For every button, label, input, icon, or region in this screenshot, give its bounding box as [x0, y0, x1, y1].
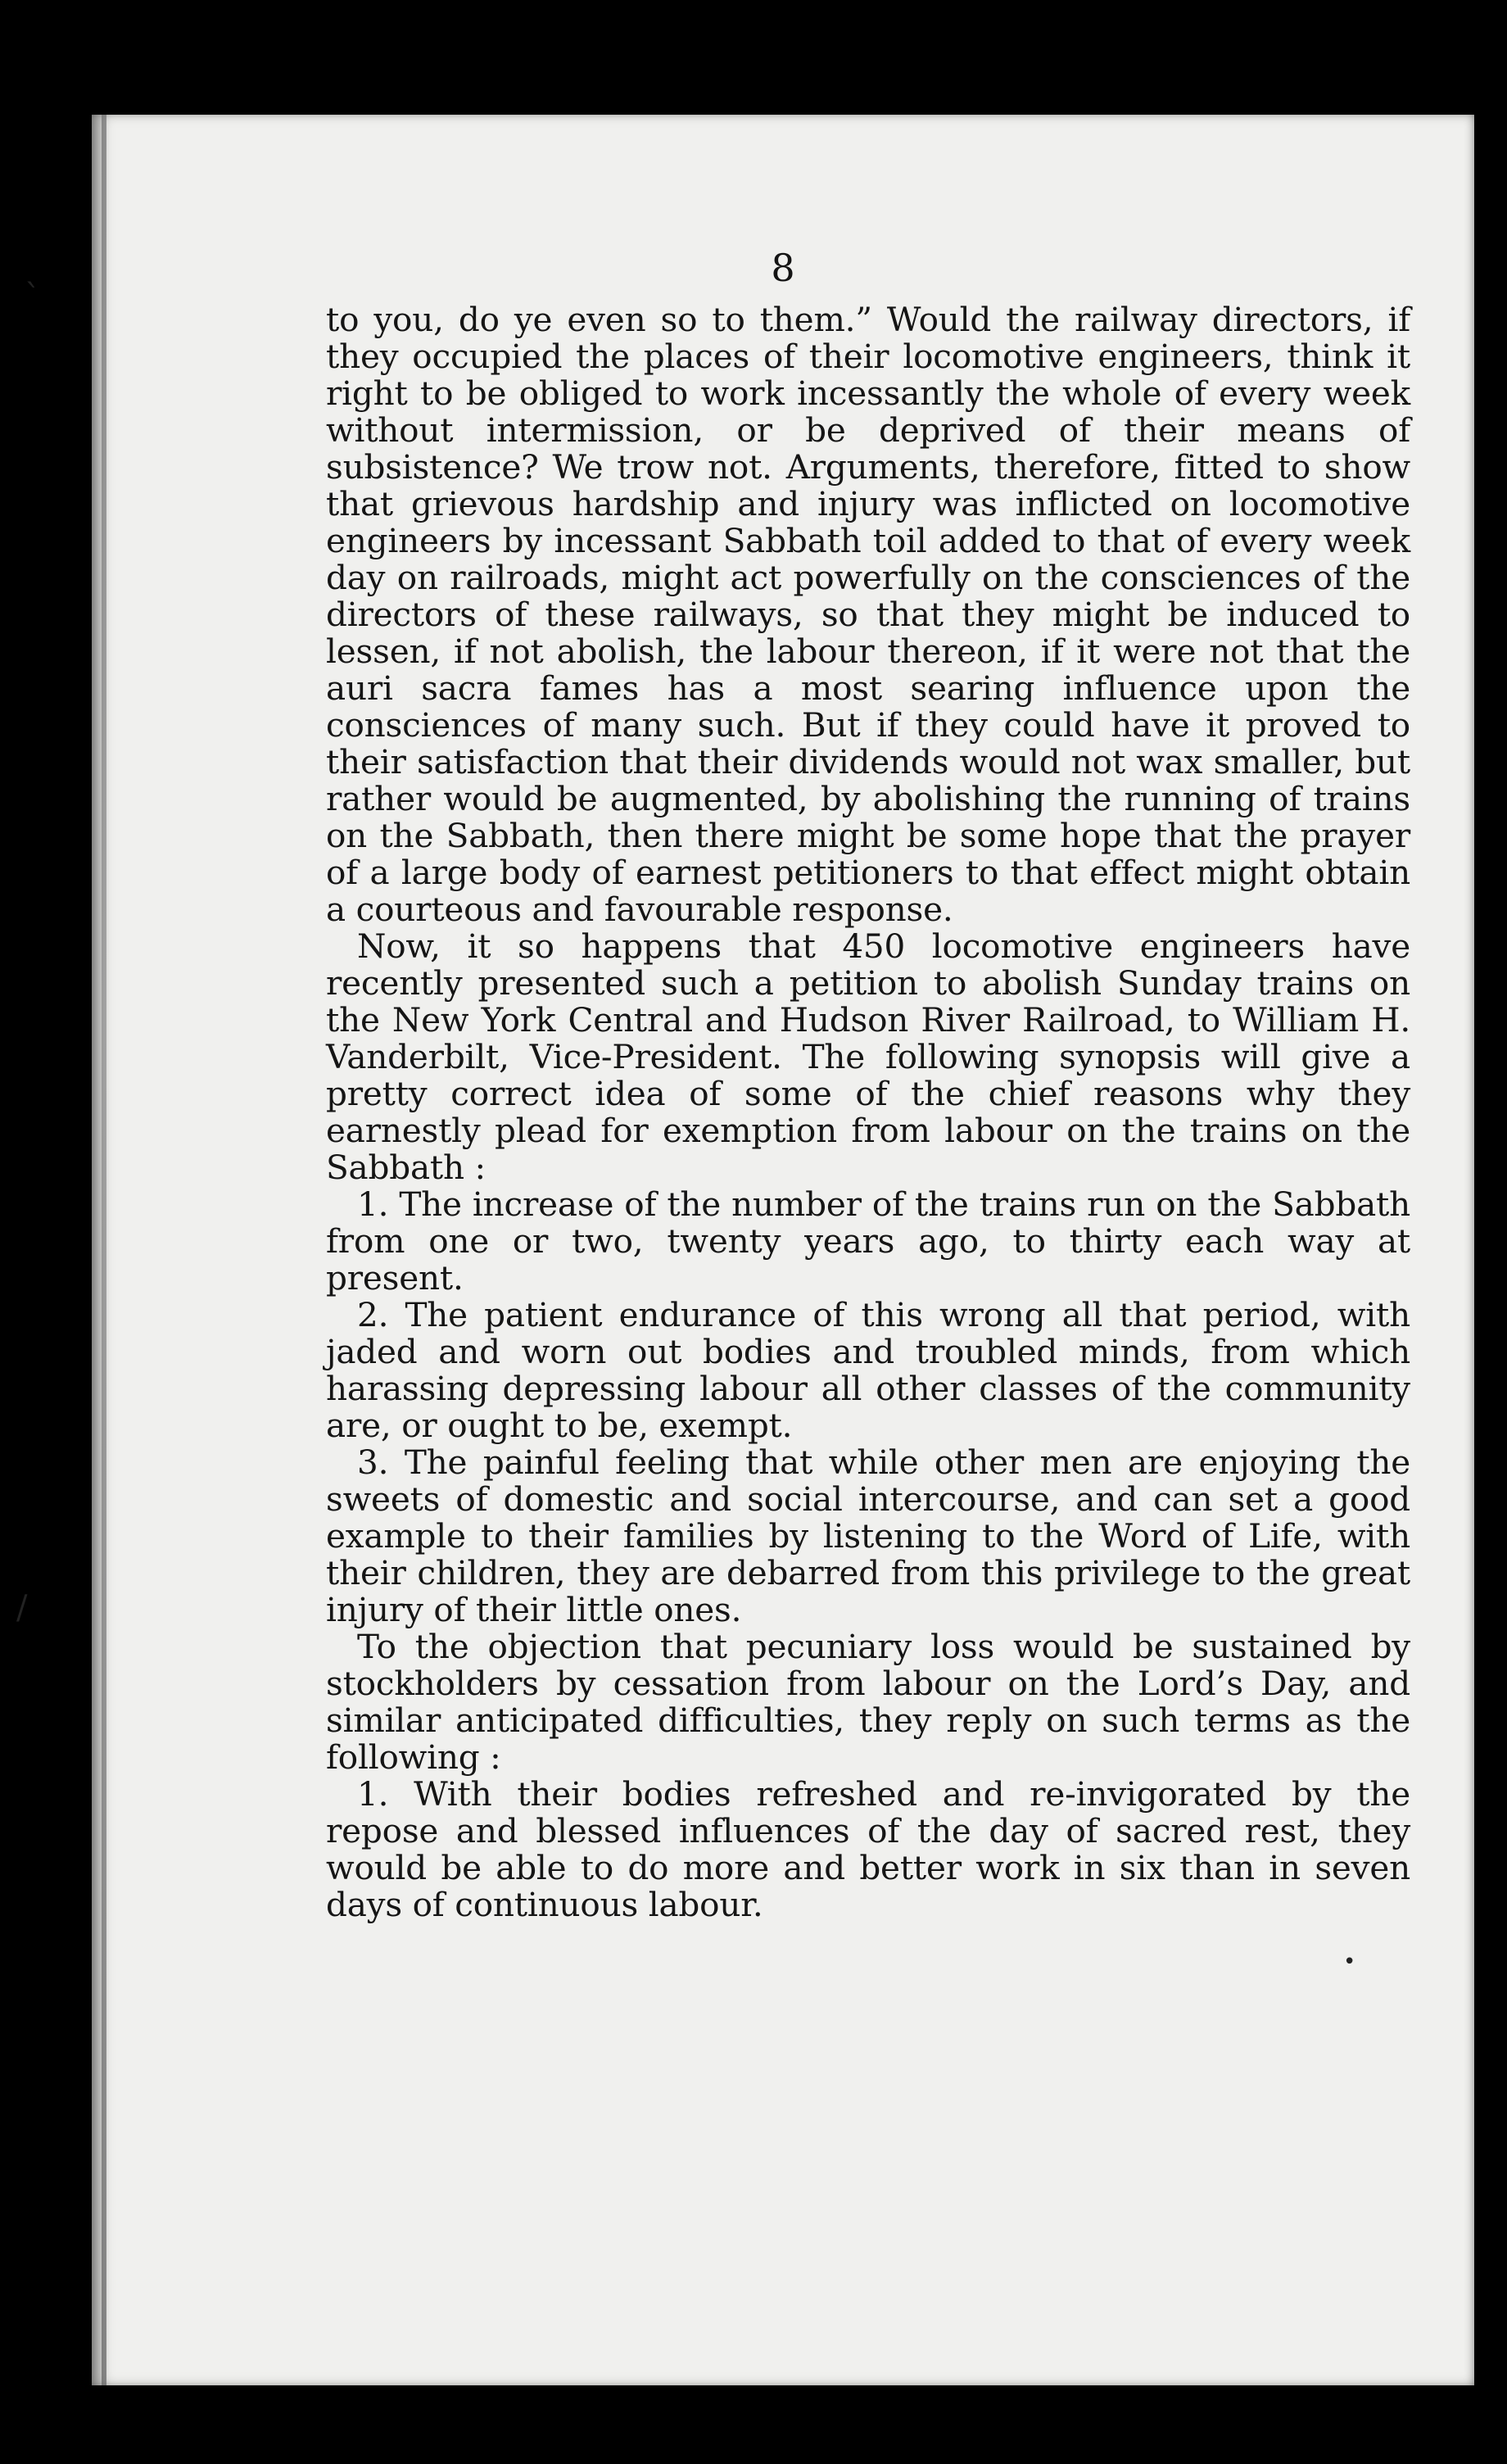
- scan-speck: /: [16, 1589, 28, 1627]
- scan-speck: `: [25, 279, 41, 316]
- scan-speck: •: [1343, 1950, 1356, 1974]
- list-item-1: 1. The increase of the number of the trains run on the Sabbath from one or two, twenty years ago, to thirty each way at present.: [326, 1184, 1410, 1298]
- paragraph-1: to you, do ye even so to them.” Would the railway directors, if they occupied the places of their locomotive engineers, think it right to be obliged to work incessantly the whole of every week without intermission, or be deprived of their means of subsistence? We trow not. Arguments, therefore, fitted to show that grievous hardship and injury was inflicted on locomotive engineers by incessant Sabbath toil added to that of every week day on railroads, might act powerfully on the consciences of the directors of these railways, so that they might be induced to lessen, if not abolish, the labour thereon, if it were not that the auri sacra fames has a most searing influence upon the consciences of many such. But if they could have it proved to their satisfaction that their dividends would not wax smaller, but rather would be augmented, by abolishing the running of trains on the Sabbath, then there might be some hope that the prayer of a large body of earnest petitioners to that effect might obtain a courteous and favourable response.: [326, 300, 1410, 929]
- list-item-4: 1. With their bodies refreshed and re-invigorated by the repose and blessed influences of the day of sacred rest, they would be able to do more and better work in six than in seven days of continuous labour.: [326, 1774, 1410, 1924]
- paragraph-3: To the objection that pecuniary loss would be sustained by stockholders by cessation from labour on the Lord’s Day, and similar anticipated difficulties, they reply on such terms as the following :: [326, 1627, 1410, 1777]
- document-page: [92, 115, 1474, 2385]
- list-item-3: 3. The painful feeling that while other men are enjoying the sweets of domestic and social intercourse, and can set a good example to their families by listening to the Word of Life, with their children, they are debarred from this privilege to the great injury of their little ones.: [326, 1443, 1410, 1629]
- list-item-2: 2. The patient endurance of this wrong all that period, with jaded and worn out bodies and troubled minds, from which harassing depressing labour all other classes of the community are, or ought to be, exempt.: [326, 1295, 1410, 1445]
- paragraph-2: Now, it so happens that 450 locomotive engineers have recently presented such a petition to abolish Sunday trains on the New York Central and Hudson River Railroad, to William H. Vanderbilt, Vice-President. The following synopsis will give a pretty correct idea of some of the chief reasons why they earnestly plead for exemption from labour on the trains on the Sabbath :: [326, 926, 1410, 1187]
- body-text: [326, 301, 1410, 1923]
- page-number: 8: [771, 246, 795, 290]
